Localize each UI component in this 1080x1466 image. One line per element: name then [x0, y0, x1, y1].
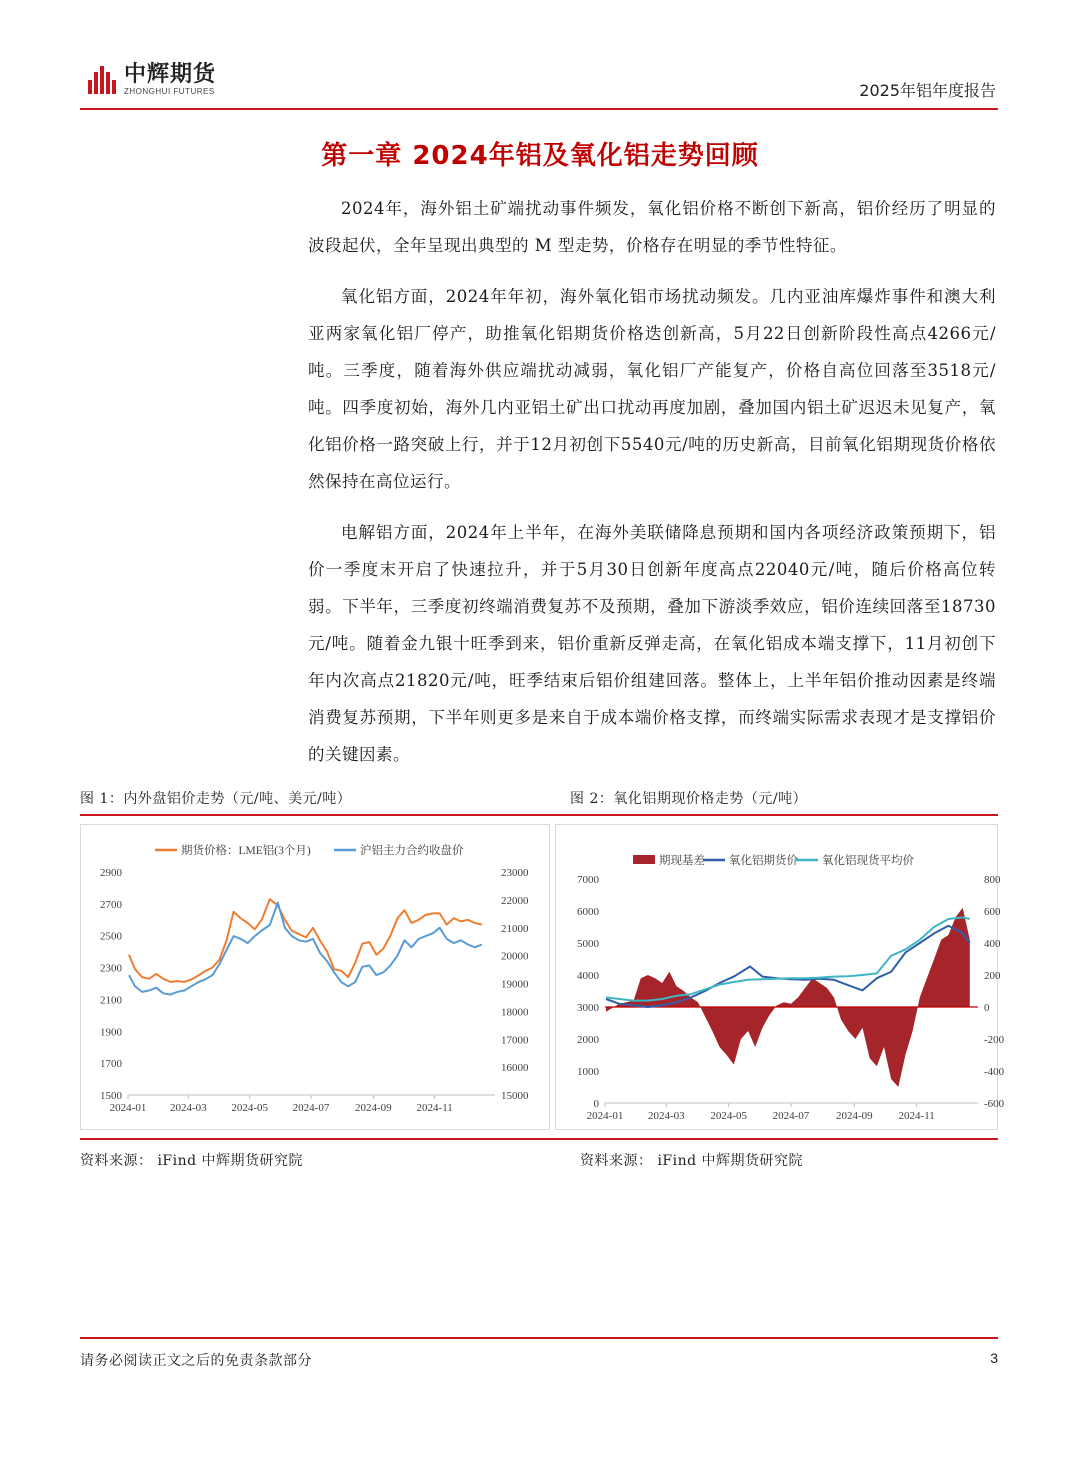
chart-alumina-prices [555, 824, 1005, 1130]
y-left-tick-label: 1000 [577, 1066, 599, 1078]
figure2-title: 图 2：氧化铝期现价格走势（元/吨） [570, 791, 808, 807]
figure2-source: 资料来源： iFind 中辉期货研究院 [580, 1153, 804, 1169]
legend-label: 沪铝主力合约收盘价 [360, 845, 464, 857]
figure1-title: 图 1：内外盘铝价走势（元/吨、美元/吨） [80, 791, 352, 807]
y-right-tick-label: 800 [984, 874, 1001, 886]
y-right-tick-label: 200 [984, 970, 1001, 982]
y-right-tick-label: 16000 [501, 1062, 529, 1075]
y-right-tick-label: -600 [984, 1098, 1005, 1110]
logo-mark-icon [88, 66, 118, 94]
y-left-tick-label: 3000 [577, 1002, 599, 1014]
y-right-tick-label: 19000 [501, 978, 529, 991]
company-logo [88, 62, 216, 98]
x-tick-label: 2024-03 [169, 1102, 207, 1114]
x-tick-label: 2024-11 [898, 1110, 935, 1122]
y-right-tick-label: 23000 [501, 867, 529, 879]
chart-aluminium-prices [80, 824, 550, 1130]
y-right-tick-label: 18000 [501, 1006, 529, 1019]
header-divider [80, 108, 998, 110]
y-right-tick-label: 400 [984, 938, 1001, 950]
report-title: 2025年铝年度报告 [859, 81, 996, 100]
figure1-source: 资料来源： iFind 中辉期货研究院 [80, 1153, 304, 1169]
legend-label: 期货价格：LME铝(3个月) [181, 845, 311, 857]
y-left-tick-label: 4000 [577, 970, 599, 982]
x-tick-label: 2024-05 [710, 1110, 747, 1122]
x-tick-label: 2024-05 [231, 1102, 268, 1114]
y-left-tick-label: 1700 [100, 1058, 122, 1071]
x-tick-label: 2024-01 [109, 1102, 147, 1114]
legend-label: 期现基差 [659, 855, 705, 867]
y-left-tick-label: 5000 [577, 938, 599, 950]
page-number: 3 [990, 1350, 998, 1366]
paragraph-aluminium: 电解铝方面，2024年上半年，在海外美联储降息预期和国内各项经济政策预期下，铝价一季度末开启了快速拉升，并于5月30日创新年度高点22040元/吨，随后价格高位转弱。下半年，三季度初终端消费复苏不及预期，叠加下游淡季效应，铝价连续回落至18730元/吨。随着金九银十旺季到来，铝价重新反弹走高，在氧化铝成本端支撑下，11月初创下年内次高点21820元/吨，旺季结束后铝价组建回落。整体上，上半年铝价推动因素是终端消费复苏预期，下半年则更多是来自于成本端价格支撑，而终端实际需求表现才是支撑铝价的关键因素。 [308, 523, 996, 764]
y-left-tick-label: 2100 [100, 994, 122, 1007]
y-right-tick-label: 22000 [501, 894, 529, 907]
y-left-tick-label: 2500 [100, 930, 122, 943]
legend-label: 氧化铝期货价 [729, 855, 798, 867]
y-right-tick-label: 15000 [501, 1090, 529, 1102]
y-right-tick-label: -200 [984, 1034, 1005, 1046]
x-tick-label: 2024-11 [416, 1102, 453, 1114]
y-left-tick-label: 1900 [100, 1026, 122, 1039]
footer-disclaimer: 请务必阅读正文之后的免责条款部分 [80, 1353, 312, 1369]
y-left-tick-label: 2300 [100, 962, 122, 975]
x-tick-label: 2024-03 [647, 1110, 685, 1122]
y-right-tick-label: 20000 [501, 950, 529, 963]
x-tick-label: 2024-01 [586, 1110, 624, 1122]
y-left-tick-label: 2000 [577, 1034, 599, 1046]
y-right-tick-label: 0 [984, 1002, 990, 1014]
page-header [80, 58, 998, 108]
y-left-tick-label: 6000 [577, 906, 599, 918]
y-left-tick-label: 2900 [100, 867, 122, 879]
figure-top-rule [80, 814, 998, 816]
body-text [308, 190, 996, 787]
y-left-tick-label: 0 [593, 1098, 599, 1110]
y-left-tick-label: 7000 [577, 874, 599, 886]
y-left-tick-label: 1500 [100, 1090, 122, 1102]
paragraph-overview: 2024年，海外铝土矿端扰动事件频发，氧化铝价格不断创下新高，铝价经历了明显的波段起伏，全年呈现出典型的 M 型走势，价格存在明显的季节性特征。 [308, 199, 996, 255]
y-right-tick-label: 17000 [501, 1034, 529, 1047]
footer-divider [80, 1337, 998, 1339]
logo-name-cn: 中辉期货 [124, 62, 217, 87]
y-left-tick-label: 2700 [100, 898, 122, 911]
x-tick-label: 2024-09 [836, 1110, 873, 1122]
x-tick-label: 2024-07 [772, 1110, 810, 1122]
legend-swatch [633, 855, 655, 864]
y-right-tick-label: 600 [984, 906, 1001, 918]
chapter-title: 第一章 2024年铝及氧化铝走势回顾 [321, 141, 759, 171]
y-right-tick-label: 21000 [501, 922, 529, 935]
x-tick-label: 2024-09 [355, 1102, 392, 1114]
legend-label: 氧化铝现货平均价 [822, 855, 914, 867]
y-right-tick-label: -400 [984, 1066, 1005, 1078]
figure-bottom-rule [80, 1138, 998, 1140]
paragraph-alumina: 氧化铝方面，2024年年初，海外氧化铝市场扰动频发。几内亚油库爆炸事件和澳大利亚两家氧化铝厂停产，助推氧化铝期货价格迭创新高，5月22日创新阶段性高点4266元/吨。三季度，随着海外供应端扰动减弱，氧化铝厂产能复产，价格自高位回落至3518元/吨。四季度初始，海外几内亚铝土矿出口扰动再度加剧，叠加国内铝土矿迟迟未见复产，氧化铝价格一路突破上行，并于12月初创下5540元/吨的历史新高，目前氧化铝期现货价格依然保持在高位运行。 [308, 287, 996, 491]
logo-name-en: ZHONGHUI FUTURES [124, 87, 215, 96]
x-tick-label: 2024-07 [292, 1102, 330, 1114]
